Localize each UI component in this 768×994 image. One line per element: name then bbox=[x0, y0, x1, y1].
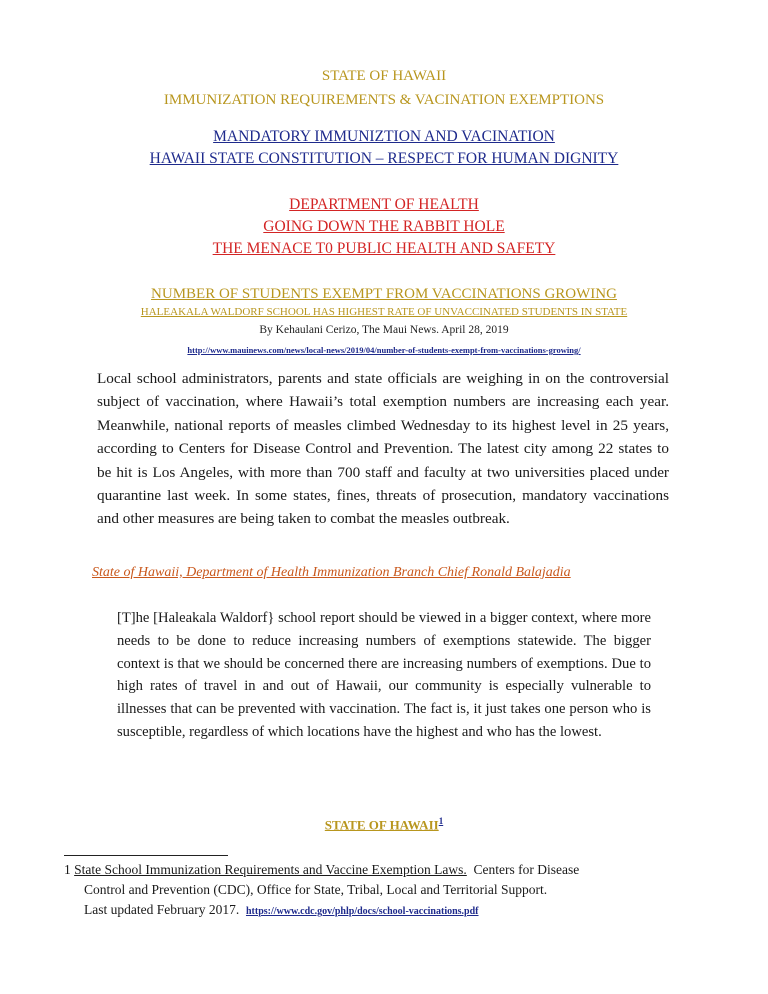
footnote bbox=[64, 860, 724, 922]
article-headline: NUMBER OF STUDENTS EXEMPT FROM VACCINATIONS GROWING bbox=[151, 286, 617, 302]
footnote-line-2: Control and Prevention (CDC), Office for State, Tribal, Local and Territorial Support. bbox=[84, 882, 548, 897]
article-url-row bbox=[0, 340, 768, 358]
quote-attribution: State of Hawaii, Department of Health Immunization Branch Chief Ronald Balajadia bbox=[92, 565, 571, 580]
header-department: DEPARTMENT OF HEALTH bbox=[289, 196, 479, 213]
footnote-title: State School Immunization Requirements and Vaccine Exemption Laws. bbox=[74, 862, 467, 877]
article-byline: By Kehaulani Cerizo, The Maui News. April 28, 2019 bbox=[259, 324, 509, 336]
header-constitution: HAWAII STATE CONSTITUTION – RESPECT FOR HUMAN DIGNITY bbox=[149, 150, 619, 167]
header-subtitle: IMMUNIZATION REQUIREMENTS & VACINATION EXEMPTIONS bbox=[163, 92, 605, 108]
header-mandatory: MANDATORY IMMUNIZTION AND VACINATION bbox=[213, 128, 555, 145]
header-menace: THE MENACE T0 PUBLIC HEALTH AND SAFETY bbox=[212, 240, 556, 257]
article-body: Local school administrators, parents and state officials are weighing in on the controversial subject of vaccination, where Hawaii’s total exemption numbers are increasing each year. Meanwhile, national reports of measles climbed Wednesday to its highest level in 25 years, according to Centers for Disease Control and Prevention. The latest city among 22 states to be hit is Los Angeles, with more than 700 staff and faculty at two universities placed under quarantine last week. In some states, fines, threats of prosecution, mandatory vaccinations and other measures are being taken to combat the measles outbreak. bbox=[97, 370, 669, 528]
footnote-line-1 bbox=[64, 860, 724, 880]
footnote-reference[interactable]: 1 bbox=[438, 816, 444, 826]
header-rabbit-hole: GOING DOWN THE RABBIT HOLE bbox=[263, 218, 505, 235]
footnote-updated: Last updated February 2017. bbox=[84, 902, 240, 917]
footnote-number: 1 bbox=[64, 862, 71, 877]
footnote-url-link[interactable]: https://www.cdc.gov/phlp/docs/school-vaccinations.pdf bbox=[245, 906, 479, 917]
signature-text: STATE OF HAWAII bbox=[324, 817, 439, 833]
footnote-source-1: Centers for Disease bbox=[473, 862, 580, 877]
article-subheadline: HALEAKALA WALDORF SCHOOL HAS HIGHEST RATE OF UNVACCINATED STUDENTS IN STATE bbox=[140, 306, 628, 318]
article-url-link[interactable]: http://www.mauinews.com/news/local-news/2019/04/number-of-students-exempt-from-vaccinations-growing/ bbox=[187, 345, 581, 355]
footnote-line-3 bbox=[64, 900, 724, 922]
footnote-separator bbox=[64, 855, 228, 856]
header-state-title: STATE OF HAWAII bbox=[321, 68, 447, 84]
quote-signature bbox=[0, 816, 768, 833]
quote-text: [T]he [Haleakala Waldorf} school report should be viewed in a bigger context, where more needs to be done to reduce increasing numbers of exemptions statewide. The bigger context is that we should be concerned there are increasing numbers of exemptions. Due to high rates of travel in and out of Hawaii, our community is especially vulnerable to illnesses that can be prevented with vaccination. The fact is, it just takes one person who is susceptible, regardless of which locations have the highest and who has the lowest. bbox=[117, 610, 651, 740]
